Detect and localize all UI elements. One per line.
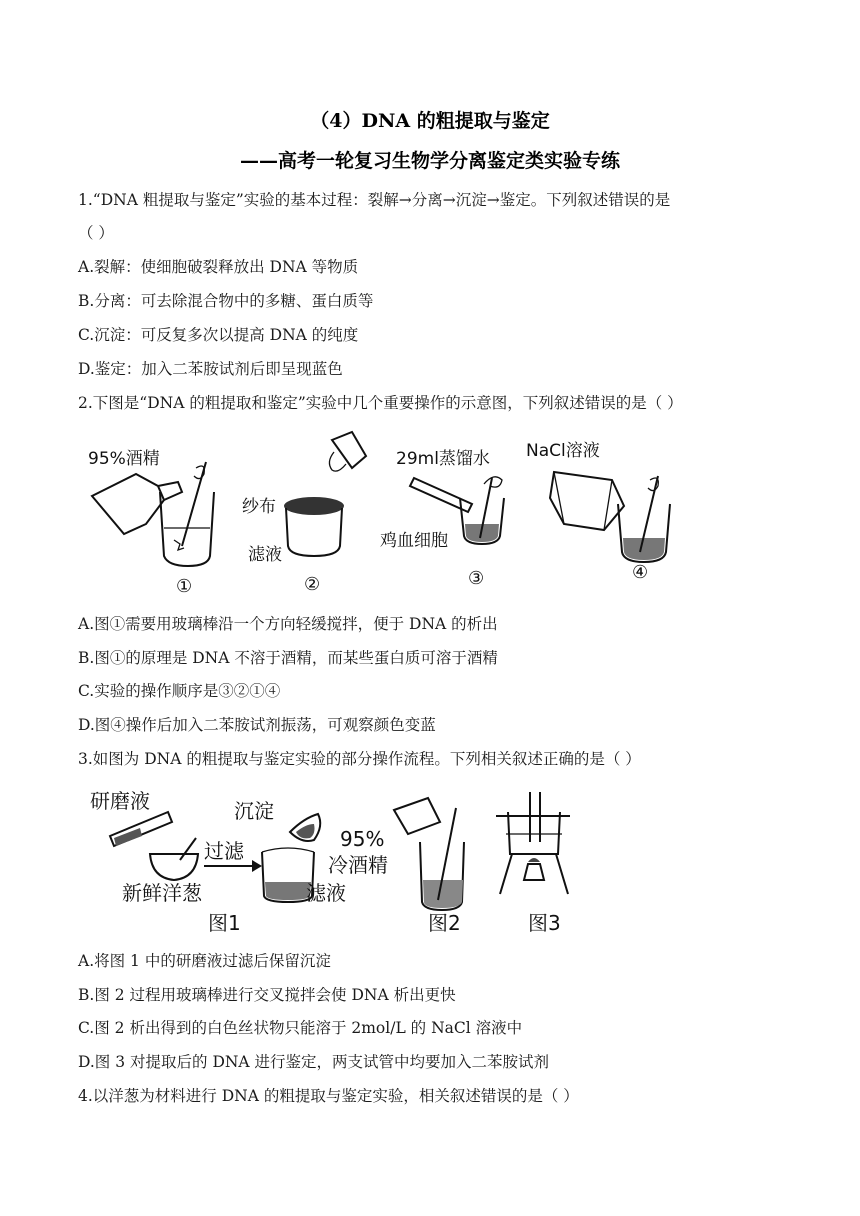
q3-fig3-burner <box>524 864 544 880</box>
q3-fig1-group <box>90 789 346 935</box>
q3-fig2-cup <box>394 798 440 834</box>
q2-label-nacl: NaCl溶液 <box>526 441 600 461</box>
q3-figure <box>84 782 584 940</box>
q1-option-b: B.分离：可去除混合物中的多糖、蛋白质等 <box>78 292 374 310</box>
q3-fig3-group <box>496 792 570 935</box>
q3-fig1-caption: 图1 <box>208 911 241 935</box>
q3-label-pct: 95% <box>340 827 385 851</box>
q2-fig4-group <box>526 441 670 583</box>
q3-fig1-mortar <box>150 854 198 880</box>
q3-fig3-water-bath <box>508 812 560 854</box>
q4-stem: 4.以洋葱为材料进行 DNA 的粗提取与鉴定实验，相关叙述错误的是（ ） <box>78 1087 579 1105</box>
q2-fig2-gauze <box>284 497 344 515</box>
q3-option-d: D.图 3 对提取后的 DNA 进行鉴定，两支试管中均要加入二苯胺试剂 <box>78 1053 550 1071</box>
q2-fig2-pouring-cup <box>332 432 366 468</box>
q3-label-precip: 沉淀 <box>234 799 274 823</box>
q2-label-gauze: 纱布 <box>242 497 276 517</box>
q3-label-onion: 新鲜洋葱 <box>122 881 202 905</box>
q3-label-cold-alcohol: 冷酒精 <box>328 853 388 877</box>
q1-option-d: D.鉴定：加入二苯胺试剂后即呈现蓝色 <box>78 360 343 378</box>
q2-label-alcohol: 95%酒精 <box>88 449 160 469</box>
q1-stem: 1.“DNA 粗提取与鉴定”实验的基本过程：裂解→分离→沉淀→鉴定。下列叙述错误的是 <box>78 191 671 209</box>
q2-num-3: ③ <box>468 568 485 589</box>
q3-fig2-group <box>328 798 464 935</box>
q3-fig3-caption: 图3 <box>528 911 561 935</box>
document-title: （4）DNA 的粗提取与鉴定 <box>310 110 550 132</box>
q2-option-c: C.实验的操作顺序是③②①④ <box>78 682 281 700</box>
q3-option-b: B.图 2 过程用玻璃棒进行交叉搅拌会使 DNA 析出更快 <box>78 986 456 1004</box>
q2-option-d: D.图④操作后加入二苯胺试剂振荡，可观察颜色变蓝 <box>78 716 436 734</box>
q3-stem: 3.如图为 DNA 的粗提取与鉴定实验的部分操作流程。下列相关叙述正确的是（ ） <box>78 750 641 768</box>
q3-option-c: C.图 2 析出得到的白色丝状物只能溶于 2mol/L 的 NaCl 溶液中 <box>78 1019 523 1037</box>
q2-fig1-bottle <box>92 474 164 534</box>
q2-fig2-group <box>242 432 366 595</box>
q2-num-2: ② <box>304 574 321 595</box>
q1-option-c: C.沉淀：可反复多次以提高 DNA 的纯度 <box>78 326 359 344</box>
q2-fig3-cylinder <box>410 478 472 512</box>
q2-stem: 2.下图是“DNA 的粗提取和鉴定”实验中几个重要操作的示意图，下列叙述错误的是（ ） <box>78 394 683 412</box>
q3-option-a: A.将图 1 中的研磨液过滤后保留沉淀 <box>78 952 331 970</box>
q3-label-grind: 研磨液 <box>90 789 150 813</box>
q1-stem-bracket: （ ） <box>78 224 114 242</box>
q3-label-filtrate: 滤液 <box>306 881 346 905</box>
q2-option-b: B.图①的原理是 DNA 不溶于酒精，而某些蛋白质可溶于酒精 <box>78 649 498 667</box>
q2-fig1-group <box>88 449 214 597</box>
q2-option-a: A.图①需要用玻璃棒沿一个方向轻缓搅拌，便于 DNA 的析出 <box>78 615 498 633</box>
q2-fig3-group <box>380 449 504 589</box>
q1-option-a: A.裂解：使细胞破裂释放出 DNA 等物质 <box>78 258 359 276</box>
q2-num-1: ① <box>176 576 193 597</box>
q3-label-filter: 过滤 <box>204 839 244 863</box>
q2-fig1-stir-rod <box>182 462 206 546</box>
q2-fig2-beaker <box>286 508 342 556</box>
q2-num-4: ④ <box>632 562 649 583</box>
document-subtitle: ——高考一轮复习生物学分离鉴定类实验专练 <box>239 150 620 172</box>
q2-label-filtrate: 滤液 <box>248 545 282 565</box>
q3-fig2-caption: 图2 <box>428 911 461 935</box>
q2-label-blood: 鸡血细胞 <box>380 531 448 551</box>
q2-fig4-flask <box>550 472 624 530</box>
q2-figure <box>84 428 674 600</box>
q2-label-water: 29ml蒸馏水 <box>396 449 490 469</box>
